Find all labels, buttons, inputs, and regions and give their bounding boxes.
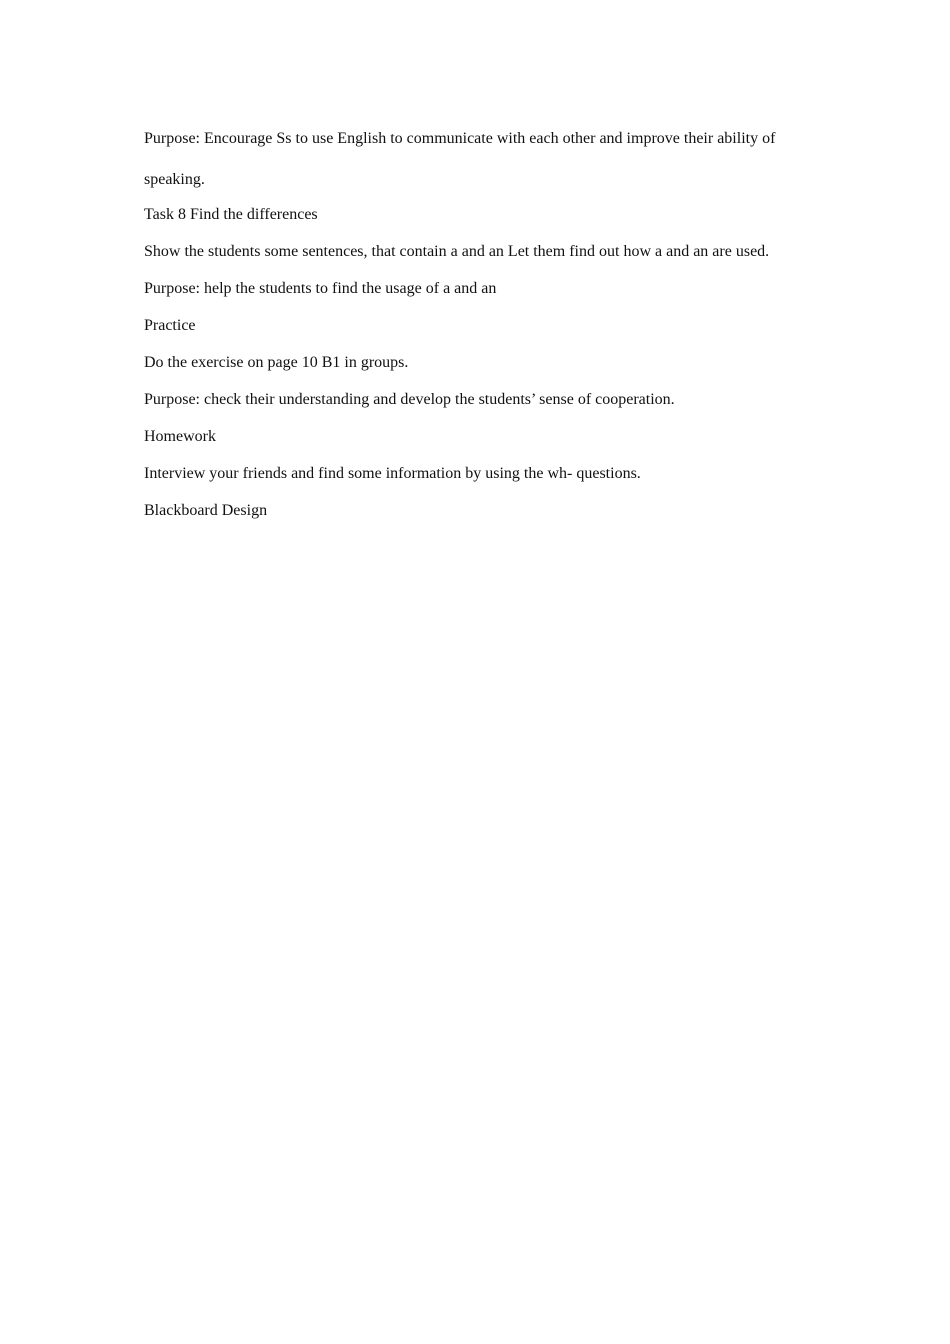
paragraph-task-8-heading: Task 8 Find the differences [144,206,318,223]
paragraph-blackboard-design: Blackboard Design [144,502,268,519]
document-body [144,124,824,529]
paragraph-purpose-speaking: Purpose: Encourage Ss to use English to communicate with each other and improve their ability of speaking. [144,130,776,188]
paragraph-purpose-usage: Purpose: help the students to find the usage of a and an [144,280,497,297]
paragraph-practice-heading: Practice [144,317,196,334]
paragraph-show-sentences: Show the students some sentences, that contain a and an Let them find out how a and an are used. [144,243,770,260]
paragraph-homework-heading: Homework [144,428,216,445]
paragraph-purpose-cooperation: Purpose: check their understanding and develop the students’ sense of cooperation. [144,391,675,408]
paragraph-interview: Interview your friends and find some information by using the wh- questions. [144,465,641,482]
paragraph-exercise: Do the exercise on page 10 B1 in groups. [144,354,409,371]
